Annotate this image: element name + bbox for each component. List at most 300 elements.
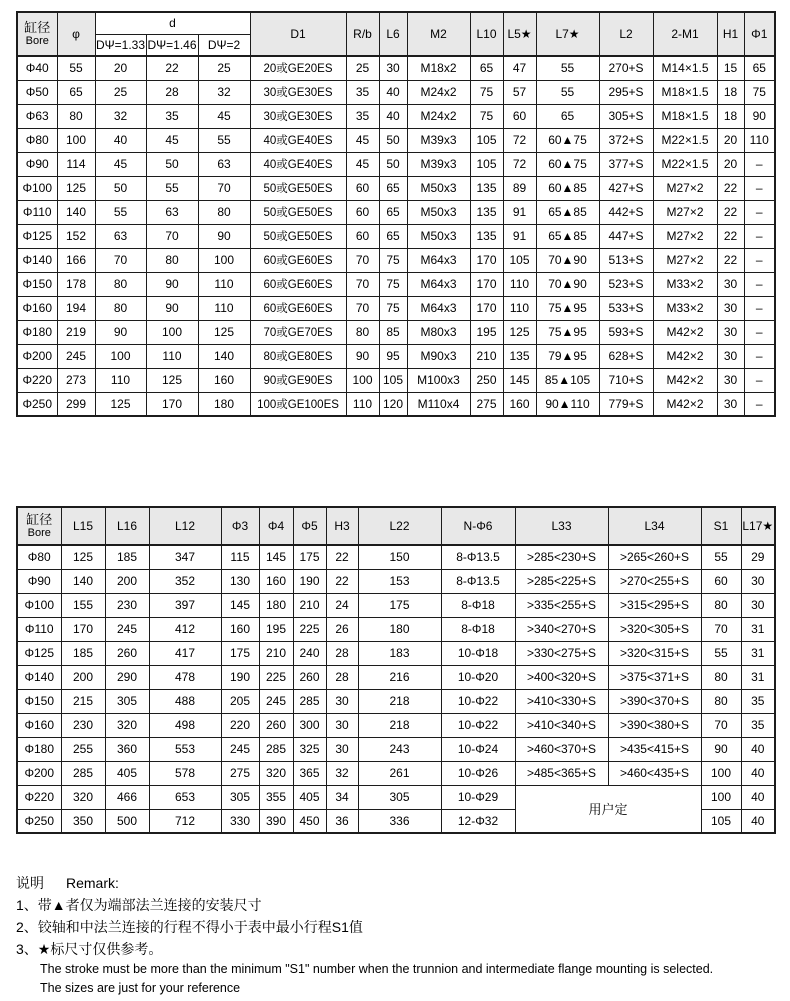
- table-cell: >330<275+S: [515, 641, 608, 665]
- table-cell: 80: [95, 296, 146, 320]
- table-cell: 150: [358, 545, 441, 569]
- table-cell: >410<330+S: [515, 689, 608, 713]
- table-cell: Φ125: [17, 641, 61, 665]
- table-cell: 190: [221, 665, 259, 689]
- table-cell: 653: [149, 785, 221, 809]
- table-cell: 447+S: [599, 224, 653, 248]
- table-row: [17, 152, 775, 176]
- table-cell: Φ220: [17, 785, 61, 809]
- col-header-d1: D1: [250, 12, 346, 56]
- table-cell: 90: [346, 344, 379, 368]
- table-cell: 273: [57, 368, 95, 392]
- table-cell: 90: [146, 272, 198, 296]
- table-cell: 50: [379, 128, 407, 152]
- table-cell: >485<365+S: [515, 761, 608, 785]
- table-cell: Φ110: [17, 617, 61, 641]
- table-cell: 75: [379, 272, 407, 296]
- table-cell: 352: [149, 569, 221, 593]
- table-cell: 245: [105, 617, 149, 641]
- col-header-phi5: Φ5: [293, 507, 326, 545]
- table-cell: 45: [346, 128, 379, 152]
- table-cell: >320<305+S: [608, 617, 701, 641]
- table-cell: 70: [95, 248, 146, 272]
- col-header-d-2: DΨ=2: [198, 34, 250, 56]
- table-cell: 60: [346, 176, 379, 200]
- table-cell: 35: [346, 80, 379, 104]
- table-cell: 160: [221, 617, 259, 641]
- bore-label-cn: 缸径: [24, 20, 51, 35]
- table-cell: Φ125: [17, 224, 57, 248]
- table-cell: 60▲75: [536, 152, 599, 176]
- col-header-m2: M2: [407, 12, 470, 56]
- table-cell: 412: [149, 617, 221, 641]
- table-cell: 210: [293, 593, 326, 617]
- table-cell: 405: [105, 761, 149, 785]
- table-cell: 100: [701, 761, 741, 785]
- table-cell: 12-Φ32: [441, 809, 515, 833]
- table-cell: 85▲105: [536, 368, 599, 392]
- col-header-l15: L15: [61, 507, 105, 545]
- table-cell: 360: [105, 737, 149, 761]
- remark-line-en-1: The stroke must be more than the minimum "S1" number when the trunnion and intermediate flange mounting is selected.: [40, 962, 714, 976]
- table-cell: 45: [346, 152, 379, 176]
- table-cell: 285: [259, 737, 293, 761]
- table-cell: M42×2: [653, 368, 717, 392]
- table-cell: 120: [379, 392, 407, 416]
- table-cell: 10-Φ22: [441, 713, 515, 737]
- table-cell: 40: [379, 80, 407, 104]
- table-cell: M100x3: [407, 368, 470, 392]
- table-row: [17, 593, 775, 617]
- table-cell: 336: [358, 809, 441, 833]
- col-header-l22: L22: [358, 507, 441, 545]
- table-cell: 60▲75: [536, 128, 599, 152]
- table-cell: 70▲90: [536, 248, 599, 272]
- col-header-l12: L12: [149, 507, 221, 545]
- table-cell: 26: [326, 617, 358, 641]
- table-cell: 60: [346, 224, 379, 248]
- table-cell: 145: [221, 593, 259, 617]
- table-cell: 30: [717, 296, 744, 320]
- table1-body: [17, 56, 775, 416]
- table-cell: –: [744, 176, 775, 200]
- table-cell: 185: [61, 641, 105, 665]
- table-cell: 30或GE30ES: [250, 80, 346, 104]
- table-row: [17, 56, 775, 80]
- table-cell: 105: [379, 368, 407, 392]
- table-cell: 40: [741, 809, 775, 833]
- table-row: [17, 80, 775, 104]
- table-cell: 30: [717, 320, 744, 344]
- table-cell: 55: [536, 80, 599, 104]
- table-cell: Φ40: [17, 56, 57, 80]
- table-cell: 65: [57, 80, 95, 104]
- table-cell: 377+S: [599, 152, 653, 176]
- table-cell: 80: [701, 665, 741, 689]
- col-header-l33: L33: [515, 507, 608, 545]
- table-cell: 365: [293, 761, 326, 785]
- table-cell: 28: [326, 665, 358, 689]
- table-cell: 75: [379, 296, 407, 320]
- table-cell: 10-Φ22: [441, 689, 515, 713]
- table-row: [17, 569, 775, 593]
- table-cell: 60▲85: [536, 176, 599, 200]
- table-cell: 8-Φ18: [441, 593, 515, 617]
- table-cell: 152: [57, 224, 95, 248]
- table-cell: 710+S: [599, 368, 653, 392]
- table-cell: Φ100: [17, 176, 57, 200]
- col-header-bore: [17, 507, 61, 545]
- table-cell: 135: [503, 344, 536, 368]
- col-header-d-146: DΨ=1.46: [146, 34, 198, 56]
- table-cell: 32: [95, 104, 146, 128]
- table-row: [17, 104, 775, 128]
- table-cell: 30: [379, 56, 407, 80]
- table-cell: 65: [744, 56, 775, 80]
- remark-line-3: 3、★标尺寸仅供参考。: [16, 941, 163, 957]
- table-cell: >460<370+S: [515, 737, 608, 761]
- table-cell: 30: [326, 713, 358, 737]
- table-row: [17, 545, 775, 569]
- table-cell: 30或GE30ES: [250, 104, 346, 128]
- table-cell: M27×2: [653, 176, 717, 200]
- table-cell: 22: [717, 248, 744, 272]
- table-cell: 90: [198, 224, 250, 248]
- table-cell: 22: [717, 200, 744, 224]
- table-cell: 75: [744, 80, 775, 104]
- table-row: [17, 344, 775, 368]
- col-header-2m1: 2-M1: [653, 12, 717, 56]
- table-cell: 35: [146, 104, 198, 128]
- table-cell: 57: [503, 80, 536, 104]
- table-cell: 55: [146, 176, 198, 200]
- table-cell: 190: [293, 569, 326, 593]
- table-cell: 372+S: [599, 128, 653, 152]
- table-cell: 18: [717, 80, 744, 104]
- col-header-s1: S1: [701, 507, 741, 545]
- table-cell: M18x2: [407, 56, 470, 80]
- table-cell: 195: [470, 320, 503, 344]
- bore-label-en: Bore: [25, 35, 49, 47]
- table-cell: 100: [146, 320, 198, 344]
- table-cell: 10-Φ18: [441, 641, 515, 665]
- table-cell: M24x2: [407, 80, 470, 104]
- table-cell: 225: [293, 617, 326, 641]
- table-row: [17, 713, 775, 737]
- table-cell: 70或GE70ES: [250, 320, 346, 344]
- table-cell: 498: [149, 713, 221, 737]
- table-cell: Φ100: [17, 593, 61, 617]
- table-cell: 65: [536, 104, 599, 128]
- table-cell: 195: [259, 617, 293, 641]
- table-cell: 305: [105, 689, 149, 713]
- table-cell: 85: [379, 320, 407, 344]
- table-cell: 135: [470, 176, 503, 200]
- table-cell: 18: [717, 104, 744, 128]
- table-row: [17, 128, 775, 152]
- table-row: [17, 785, 775, 809]
- table-cell: 30: [717, 344, 744, 368]
- table-cell: 31: [741, 665, 775, 689]
- table-cell: Φ250: [17, 809, 61, 833]
- col-header-d-group: d: [95, 12, 250, 34]
- table-cell: 28: [146, 80, 198, 104]
- table-cell: 30: [326, 737, 358, 761]
- table-cell: 72: [503, 152, 536, 176]
- table-cell: 220: [221, 713, 259, 737]
- table-cell: 110: [198, 272, 250, 296]
- table-cell: 80: [57, 104, 95, 128]
- table-cell: 140: [61, 569, 105, 593]
- table-cell: 63: [198, 152, 250, 176]
- table-cell: 50: [146, 152, 198, 176]
- table-cell: 30: [717, 392, 744, 416]
- table-cell: Φ150: [17, 272, 57, 296]
- table-cell: 260: [259, 713, 293, 737]
- table-cell: 110: [744, 128, 775, 152]
- table-cell: 10-Φ24: [441, 737, 515, 761]
- col-header-h3: H3: [326, 507, 358, 545]
- table-cell: 320: [61, 785, 105, 809]
- table-cell: 712: [149, 809, 221, 833]
- table-cell: 105: [503, 248, 536, 272]
- col-header-rb: R/b: [346, 12, 379, 56]
- table-cell: 210: [259, 641, 293, 665]
- table-cell: 79▲95: [536, 344, 599, 368]
- table-cell: 40: [741, 785, 775, 809]
- table-cell: 55: [701, 641, 741, 665]
- table-cell: 260: [293, 665, 326, 689]
- table-cell: Φ110: [17, 200, 57, 224]
- table-cell: 20: [717, 152, 744, 176]
- table-cell: 40或GE40ES: [250, 152, 346, 176]
- table-cell: 110: [503, 296, 536, 320]
- table-cell: 8-Φ18: [441, 617, 515, 641]
- table-cell: –: [744, 152, 775, 176]
- table-row: [17, 761, 775, 785]
- table-cell: 24: [326, 593, 358, 617]
- table-cell: 50: [379, 152, 407, 176]
- table-cell: 105: [470, 152, 503, 176]
- table-cell: 70: [701, 713, 741, 737]
- col-header-phi4: Φ4: [259, 507, 293, 545]
- table-cell: Φ80: [17, 545, 61, 569]
- table-cell: 166: [57, 248, 95, 272]
- table-cell: 45: [198, 104, 250, 128]
- table-cell: 100: [95, 344, 146, 368]
- table-cell: 255: [61, 737, 105, 761]
- table-cell: 80: [346, 320, 379, 344]
- table-cell: 325: [293, 737, 326, 761]
- table-cell: 115: [221, 545, 259, 569]
- table-cell: 225: [259, 665, 293, 689]
- col-header-d-133: DΨ=1.33: [95, 34, 146, 56]
- table-cell: 218: [358, 689, 441, 713]
- table-cell: 175: [293, 545, 326, 569]
- table2-body: [17, 545, 775, 833]
- table-cell: Φ250: [17, 392, 57, 416]
- table-cell: 25: [346, 56, 379, 80]
- table-cell: 80: [198, 200, 250, 224]
- table-cell: 32: [198, 80, 250, 104]
- table-cell: 70: [346, 272, 379, 296]
- table-cell: 35: [346, 104, 379, 128]
- table-cell: 40: [95, 128, 146, 152]
- table-cell: 60或GE60ES: [250, 272, 346, 296]
- table-cell: 36: [326, 809, 358, 833]
- table-cell: 50或GE50ES: [250, 176, 346, 200]
- table-cell: 31: [741, 641, 775, 665]
- col-header-phi3: Φ3: [221, 507, 259, 545]
- table-cell: 105: [470, 128, 503, 152]
- table-cell: 155: [61, 593, 105, 617]
- col-header-l5: L5★: [503, 12, 536, 56]
- table-cell: 180: [198, 392, 250, 416]
- table-cell: 125: [198, 320, 250, 344]
- table-row: [17, 617, 775, 641]
- table-row: [17, 368, 775, 392]
- table-cell: 55: [198, 128, 250, 152]
- table-cell: 295+S: [599, 80, 653, 104]
- table-cell: 80: [95, 272, 146, 296]
- table-cell: 290: [105, 665, 149, 689]
- table-cell: M90x3: [407, 344, 470, 368]
- table-cell: 25: [198, 56, 250, 80]
- table-cell: Φ140: [17, 665, 61, 689]
- table-cell: M27×2: [653, 200, 717, 224]
- table-cell: 55: [536, 56, 599, 80]
- table-cell: 91: [503, 224, 536, 248]
- table-cell: 29: [741, 545, 775, 569]
- table-cell: >435<415+S: [608, 737, 701, 761]
- table-cell: Φ160: [17, 296, 57, 320]
- table-cell: 305+S: [599, 104, 653, 128]
- table-cell: 22: [717, 224, 744, 248]
- col-header-h1: H1: [717, 12, 744, 56]
- remark-title: [16, 872, 778, 894]
- table-cell: Φ80: [17, 128, 57, 152]
- table-cell: 478: [149, 665, 221, 689]
- table-cell: 442+S: [599, 200, 653, 224]
- table-cell: 110: [95, 368, 146, 392]
- table-cell: 30: [741, 569, 775, 593]
- table-cell: 75▲95: [536, 296, 599, 320]
- table-cell: >460<435+S: [608, 761, 701, 785]
- table-cell: 300: [293, 713, 326, 737]
- table-cell: M14×1.5: [653, 56, 717, 80]
- table-cell: 22: [326, 569, 358, 593]
- remark-section: [16, 872, 778, 998]
- table-cell: M64x3: [407, 248, 470, 272]
- table-cell: 160: [503, 392, 536, 416]
- table-cell: 243: [358, 737, 441, 761]
- table-cell: 32: [326, 761, 358, 785]
- table-cell: 170: [470, 272, 503, 296]
- table-cell: 60或GE60ES: [250, 296, 346, 320]
- table-cell: 180: [358, 617, 441, 641]
- table-cell: 105: [701, 809, 741, 833]
- table-cell: 125: [95, 392, 146, 416]
- table-cell: 60: [503, 104, 536, 128]
- table-cell: 34: [326, 785, 358, 809]
- table-cell: 285: [61, 761, 105, 785]
- table-cell: 390: [259, 809, 293, 833]
- table-row: [17, 320, 775, 344]
- table-cell: >340<270+S: [515, 617, 608, 641]
- table-cell: 72: [503, 128, 536, 152]
- table-cell: 55: [701, 545, 741, 569]
- table-cell: 100: [198, 248, 250, 272]
- table-cell: 75: [470, 80, 503, 104]
- table-cell: M22×1.5: [653, 152, 717, 176]
- table-cell: 30: [717, 368, 744, 392]
- table-cell: 593+S: [599, 320, 653, 344]
- table-cell: 60或GE60ES: [250, 248, 346, 272]
- table-cell: 320: [259, 761, 293, 785]
- col-header-l34: L34: [608, 507, 701, 545]
- table-cell: 355: [259, 785, 293, 809]
- table-cell: M80x3: [407, 320, 470, 344]
- table-cell: 170: [470, 296, 503, 320]
- table-cell: 178: [57, 272, 95, 296]
- table-cell: 80: [701, 593, 741, 617]
- table-cell: Φ50: [17, 80, 57, 104]
- table-cell: 70▲90: [536, 272, 599, 296]
- table-cell: –: [744, 296, 775, 320]
- table-cell: Φ160: [17, 713, 61, 737]
- table-row: [17, 641, 775, 665]
- table-cell: 466: [105, 785, 149, 809]
- table-cell: 170: [61, 617, 105, 641]
- table-cell: >265<260+S: [608, 545, 701, 569]
- table-cell: 553: [149, 737, 221, 761]
- table-cell: Φ63: [17, 104, 57, 128]
- table-cell: 245: [259, 689, 293, 713]
- table-cell: 10-Φ26: [441, 761, 515, 785]
- table-cell: 270+S: [599, 56, 653, 80]
- table-cell: 40: [741, 761, 775, 785]
- table-cell: 261: [358, 761, 441, 785]
- table-cell: 89: [503, 176, 536, 200]
- table-cell: 80或GE80ES: [250, 344, 346, 368]
- table-cell: 60: [701, 569, 741, 593]
- table-cell: 10-Φ20: [441, 665, 515, 689]
- table-cell: 55: [57, 56, 95, 80]
- table-cell: 70: [346, 248, 379, 272]
- table-cell: 230: [61, 713, 105, 737]
- table-cell: 70: [701, 617, 741, 641]
- table-cell: 245: [221, 737, 259, 761]
- table-cell: 523+S: [599, 272, 653, 296]
- table-row: [17, 296, 775, 320]
- table2-header: [17, 507, 775, 545]
- table-cell: 170: [470, 248, 503, 272]
- table-cell: >270<255+S: [608, 569, 701, 593]
- table-cell: 170: [146, 392, 198, 416]
- table-cell: 91: [503, 200, 536, 224]
- table-cell: 140: [198, 344, 250, 368]
- table-cell: 185: [105, 545, 149, 569]
- table-cell: 22: [326, 545, 358, 569]
- table-cell: 200: [105, 569, 149, 593]
- col-header-l17: L17★: [741, 507, 775, 545]
- table-cell: 417: [149, 641, 221, 665]
- table-row: [17, 392, 775, 416]
- table-cell: 20: [95, 56, 146, 80]
- table-cell: –: [744, 320, 775, 344]
- col-header-phi1: Φ1: [744, 12, 775, 56]
- table-cell: 135: [470, 200, 503, 224]
